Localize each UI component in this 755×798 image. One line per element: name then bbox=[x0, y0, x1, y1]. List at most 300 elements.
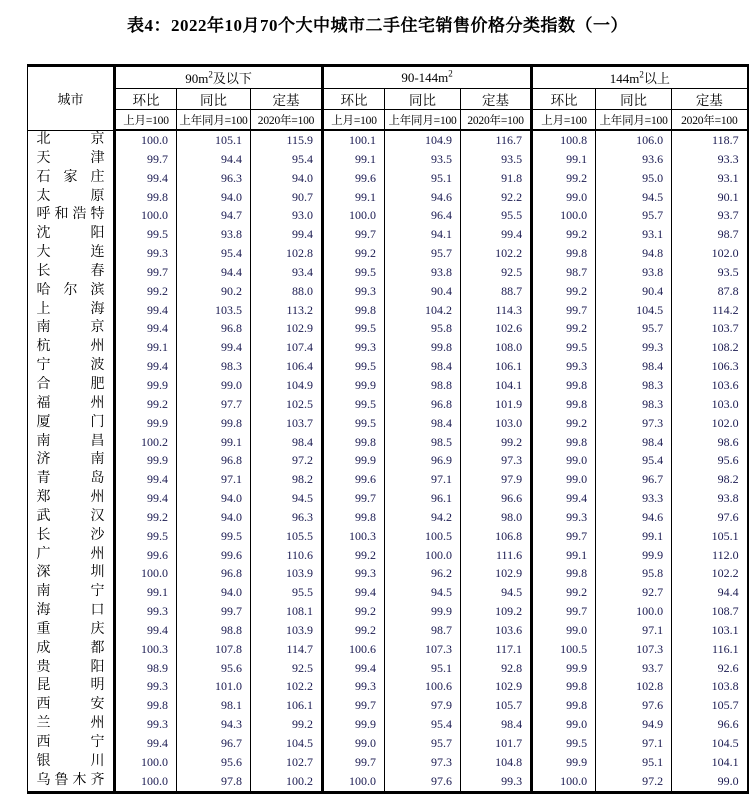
table-row bbox=[28, 621, 748, 640]
index-value: 94.0 bbox=[177, 188, 251, 207]
index-value: 96.8 bbox=[177, 319, 251, 338]
index-value: 95.0 bbox=[596, 169, 672, 188]
index-value: 97.3 bbox=[596, 414, 672, 433]
city-name bbox=[28, 376, 115, 395]
index-value: 107.4 bbox=[251, 338, 323, 357]
index-value: 94.0 bbox=[251, 169, 323, 188]
city-name-text: 青岛 bbox=[36, 471, 105, 487]
table-row bbox=[28, 225, 748, 244]
index-value: 93.5 bbox=[385, 150, 461, 169]
index-value: 96.3 bbox=[251, 508, 323, 527]
table-row bbox=[28, 188, 748, 207]
index-value: 98.3 bbox=[596, 376, 672, 395]
index-value: 99.3 bbox=[323, 564, 385, 583]
index-value: 102.8 bbox=[251, 244, 323, 263]
index-value: 106.1 bbox=[461, 357, 532, 376]
table-row bbox=[28, 564, 748, 583]
city-name bbox=[28, 357, 115, 376]
index-value: 99.6 bbox=[323, 470, 385, 489]
index-value: 106.1 bbox=[251, 696, 323, 715]
index-value: 104.9 bbox=[385, 130, 461, 150]
city-name bbox=[28, 470, 115, 489]
index-value: 99.7 bbox=[323, 696, 385, 715]
index-value: 97.7 bbox=[177, 395, 251, 414]
city-name-text: 长沙 bbox=[36, 527, 105, 543]
index-value: 99.5 bbox=[532, 734, 596, 753]
group-label-text: 90m bbox=[185, 71, 209, 86]
index-value: 108.7 bbox=[711, 604, 739, 619]
index-value: 94.0 bbox=[177, 583, 251, 602]
index-value: 102.9 bbox=[251, 319, 323, 338]
city-name bbox=[28, 414, 115, 433]
city-name bbox=[28, 677, 115, 696]
city-name bbox=[28, 734, 115, 753]
city-name bbox=[28, 583, 115, 602]
index-value: 94.5 bbox=[596, 188, 672, 207]
table-row bbox=[28, 376, 748, 395]
index-value: 99.8 bbox=[115, 188, 177, 207]
city-name bbox=[28, 169, 115, 188]
city-name bbox=[28, 319, 115, 338]
index-value: 97.3 bbox=[461, 451, 532, 470]
table-row bbox=[28, 395, 748, 414]
index-value: 99.8 bbox=[323, 508, 385, 527]
city-name bbox=[28, 715, 115, 734]
table-row bbox=[28, 602, 748, 621]
table-row bbox=[28, 244, 748, 263]
city-name-text: 济南 bbox=[36, 452, 105, 468]
base-label-prev-year: 上年同月=100 bbox=[177, 110, 251, 131]
table-row bbox=[28, 433, 748, 452]
index-value: 118.7 bbox=[712, 133, 739, 147]
index-value: 100.6 bbox=[323, 640, 385, 659]
index-value: 105.7 bbox=[461, 696, 532, 715]
index-value: 99.8 bbox=[532, 677, 596, 696]
index-value: 99.5 bbox=[532, 338, 596, 357]
index-value: 92.8 bbox=[461, 659, 532, 678]
index-value: 105.1 bbox=[711, 528, 739, 543]
index-value: 99.2 bbox=[532, 169, 596, 188]
table-row bbox=[28, 753, 748, 772]
index-value: 116.7 bbox=[461, 130, 532, 150]
index-value: 103.6 bbox=[711, 377, 739, 392]
group-label-text: 以上 bbox=[643, 71, 670, 86]
index-value: 100.0 bbox=[532, 772, 596, 792]
city-name-text: 郑州 bbox=[36, 490, 105, 506]
index-value: 115.9 bbox=[251, 130, 323, 150]
index-value: 116.1 bbox=[712, 641, 739, 656]
index-value: 113.2 bbox=[251, 301, 323, 320]
index-value: 111.6 bbox=[461, 546, 532, 565]
city-name-text: 厦门 bbox=[36, 414, 105, 430]
index-value: 98.0 bbox=[461, 508, 532, 527]
index-value: 94.3 bbox=[177, 715, 251, 734]
index-value: 100.5 bbox=[385, 527, 461, 546]
city-name bbox=[28, 508, 115, 527]
index-value: 98.3 bbox=[177, 357, 251, 376]
index-value: 90.4 bbox=[596, 282, 672, 301]
index-value: 99.7 bbox=[323, 225, 385, 244]
index-value: 99.4 bbox=[532, 489, 596, 508]
index-value: 99.5 bbox=[115, 225, 177, 244]
index-value: 88.0 bbox=[251, 282, 323, 301]
index-value: 99.7 bbox=[532, 602, 596, 621]
index-value: 100.0 bbox=[115, 564, 177, 583]
index-value: 99.2 bbox=[323, 602, 385, 621]
index-value: 104.5 bbox=[711, 736, 739, 750]
index-value: 97.6 bbox=[596, 696, 672, 715]
index-value: 93.0 bbox=[251, 206, 323, 225]
index-value: 100.0 bbox=[115, 753, 177, 772]
index-value: 99.1 bbox=[115, 583, 177, 602]
index-value: 95.1 bbox=[385, 169, 461, 188]
index-value: 102.2 bbox=[461, 244, 532, 263]
index-value: 99.9 bbox=[532, 753, 596, 772]
index-value: 99.2 bbox=[115, 508, 177, 527]
index-value: 96.1 bbox=[385, 489, 461, 508]
index-value: 99.8 bbox=[532, 376, 596, 395]
index-value: 99.4 bbox=[115, 357, 177, 376]
table-row bbox=[28, 734, 748, 753]
index-value: 98.8 bbox=[385, 376, 461, 395]
city-name bbox=[28, 188, 115, 207]
index-value: 95.1 bbox=[385, 659, 461, 678]
city-name bbox=[28, 225, 115, 244]
index-value: 97.6 bbox=[717, 509, 739, 524]
index-value: 100.0 bbox=[323, 206, 385, 225]
index-value: 99.0 bbox=[717, 773, 739, 788]
index-value: 99.4 bbox=[251, 225, 323, 244]
index-value: 96.6 bbox=[717, 717, 739, 732]
index-value: 94.6 bbox=[596, 508, 672, 527]
index-value: 99.5 bbox=[323, 395, 385, 414]
index-value: 102.7 bbox=[251, 753, 323, 772]
index-value: 95.4 bbox=[385, 715, 461, 734]
table-row bbox=[28, 282, 748, 301]
index-value: 98.7 bbox=[385, 621, 461, 640]
index-value: 102.8 bbox=[596, 677, 672, 696]
index-value: 95.7 bbox=[596, 206, 672, 225]
index-value: 99.3 bbox=[115, 715, 177, 734]
index-value: 99.4 bbox=[115, 489, 177, 508]
city-name-text: 海口 bbox=[36, 603, 105, 619]
city-name-text: 石家庄 bbox=[36, 169, 105, 185]
index-value: 95.7 bbox=[385, 244, 461, 263]
index-value: 102.9 bbox=[461, 677, 532, 696]
city-name bbox=[28, 640, 115, 659]
table-row bbox=[28, 150, 748, 169]
city-name-text: 成都 bbox=[36, 640, 105, 656]
index-value: 97.2 bbox=[596, 772, 672, 792]
index-value: 99.9 bbox=[115, 376, 177, 395]
index-value: 96.7 bbox=[177, 734, 251, 753]
index-value: 96.9 bbox=[385, 451, 461, 470]
index-value: 97.2 bbox=[251, 451, 323, 470]
index-value: 103.7 bbox=[251, 414, 323, 433]
index-value: 99.4 bbox=[323, 583, 385, 602]
price-index-table bbox=[27, 64, 749, 794]
index-value: 99.4 bbox=[115, 301, 177, 320]
index-value: 99.3 bbox=[115, 677, 177, 696]
city-name-text: 兰州 bbox=[36, 716, 105, 732]
index-value: 99.3 bbox=[115, 244, 177, 263]
index-value: 99.2 bbox=[251, 715, 323, 734]
index-value: 108.0 bbox=[461, 338, 532, 357]
index-value: 99.7 bbox=[323, 753, 385, 772]
index-value: 99.5 bbox=[323, 319, 385, 338]
index-value: 95.4 bbox=[596, 451, 672, 470]
index-value: 103.1 bbox=[711, 622, 739, 637]
index-value: 101.9 bbox=[461, 395, 532, 414]
table-row bbox=[28, 508, 748, 527]
city-name bbox=[28, 395, 115, 414]
city-name bbox=[28, 338, 115, 357]
base-label-prev-year: 上年同月=100 bbox=[385, 110, 461, 131]
index-value: 96.8 bbox=[177, 564, 251, 583]
index-value: 99.4 bbox=[115, 319, 177, 338]
index-value: 90.4 bbox=[385, 282, 461, 301]
index-value: 98.6 bbox=[717, 434, 739, 449]
index-value: 94.5 bbox=[385, 583, 461, 602]
index-value: 92.7 bbox=[596, 583, 672, 602]
index-value: 107.3 bbox=[596, 640, 672, 659]
city-name bbox=[28, 489, 115, 508]
index-value: 104.8 bbox=[461, 753, 532, 772]
column-header-mom: 环比 bbox=[115, 89, 177, 110]
group-header-row bbox=[28, 66, 748, 89]
index-value: 99.2 bbox=[532, 225, 596, 244]
index-value: 103.0 bbox=[461, 414, 532, 433]
index-value: 92.5 bbox=[461, 263, 532, 282]
city-name-text: 天津 bbox=[36, 150, 105, 166]
index-value: 93.5 bbox=[461, 150, 532, 169]
table-row bbox=[28, 263, 748, 282]
city-name bbox=[28, 621, 115, 640]
index-value: 99.9 bbox=[115, 414, 177, 433]
index-value: 99.9 bbox=[532, 659, 596, 678]
city-name-text: 杭州 bbox=[36, 339, 105, 355]
table-header bbox=[28, 66, 748, 131]
index-value: 99.4 bbox=[461, 225, 532, 244]
index-value: 99.7 bbox=[177, 602, 251, 621]
index-value: 99.7 bbox=[532, 527, 596, 546]
index-value: 94.2 bbox=[385, 508, 461, 527]
index-value: 99.8 bbox=[532, 433, 596, 452]
index-value: 103.0 bbox=[711, 396, 739, 411]
index-value: 100.0 bbox=[385, 546, 461, 565]
index-value: 90.1 bbox=[717, 189, 739, 204]
table-row bbox=[28, 527, 748, 546]
index-value: 99.5 bbox=[323, 357, 385, 376]
column-group-90-and-below bbox=[115, 66, 323, 89]
index-value: 99.2 bbox=[532, 583, 596, 602]
index-value: 99.2 bbox=[532, 319, 596, 338]
table-row bbox=[28, 451, 748, 470]
table-row bbox=[28, 319, 748, 338]
index-value: 98.4 bbox=[596, 433, 672, 452]
table-row bbox=[28, 772, 748, 792]
index-value: 100.0 bbox=[115, 772, 177, 792]
index-value: 98.4 bbox=[596, 357, 672, 376]
index-value: 97.8 bbox=[177, 772, 251, 792]
index-value: 95.6 bbox=[717, 453, 739, 468]
city-name-text: 大连 bbox=[36, 245, 105, 261]
index-value: 107.3 bbox=[385, 640, 461, 659]
index-value: 99.9 bbox=[115, 451, 177, 470]
index-value: 94.0 bbox=[177, 508, 251, 527]
index-value: 100.6 bbox=[385, 677, 461, 696]
base-label-2020: 2020年=100 bbox=[251, 110, 323, 131]
index-value: 95.4 bbox=[177, 244, 251, 263]
index-value: 106.0 bbox=[596, 130, 672, 150]
city-name-text: 长春 bbox=[36, 263, 105, 279]
index-value: 96.7 bbox=[596, 470, 672, 489]
city-name bbox=[28, 564, 115, 583]
index-value: 100.3 bbox=[115, 640, 177, 659]
index-value: 101.0 bbox=[177, 677, 251, 696]
index-value: 99.2 bbox=[323, 244, 385, 263]
index-value: 98.2 bbox=[717, 472, 739, 487]
table-row bbox=[28, 130, 748, 150]
index-value: 97.1 bbox=[385, 470, 461, 489]
index-value: 109.2 bbox=[461, 602, 532, 621]
index-value: 99.8 bbox=[115, 696, 177, 715]
index-value: 95.8 bbox=[385, 319, 461, 338]
column-header-mom: 环比 bbox=[323, 89, 385, 110]
index-value: 114.3 bbox=[461, 301, 532, 320]
index-value: 91.8 bbox=[461, 169, 532, 188]
index-value: 99.8 bbox=[532, 564, 596, 583]
city-name bbox=[28, 433, 115, 452]
index-value: 100.0 bbox=[115, 130, 177, 150]
column-header-fixed-base: 定基 bbox=[461, 89, 532, 110]
index-value: 103.9 bbox=[251, 621, 323, 640]
index-value: 99.7 bbox=[323, 489, 385, 508]
city-name-text: 西宁 bbox=[36, 735, 105, 750]
index-value: 99.3 bbox=[323, 282, 385, 301]
index-value: 95.8 bbox=[596, 564, 672, 583]
index-value: 90.2 bbox=[177, 282, 251, 301]
index-value: 93.3 bbox=[717, 151, 739, 166]
column-group-90-144 bbox=[323, 66, 532, 89]
index-value: 99.3 bbox=[596, 338, 672, 357]
index-value: 97.1 bbox=[177, 470, 251, 489]
index-value: 96.6 bbox=[461, 489, 532, 508]
index-value: 98.4 bbox=[251, 433, 323, 452]
index-value: 99.1 bbox=[177, 433, 251, 452]
index-value: 93.8 bbox=[596, 263, 672, 282]
index-value: 99.2 bbox=[115, 395, 177, 414]
index-value: 117.1 bbox=[461, 640, 532, 659]
index-value: 99.4 bbox=[177, 338, 251, 357]
city-name bbox=[28, 150, 115, 169]
index-value: 99.0 bbox=[532, 621, 596, 640]
city-name-text: 南昌 bbox=[36, 433, 105, 449]
index-value: 99.3 bbox=[323, 338, 385, 357]
index-value: 99.0 bbox=[323, 734, 385, 753]
index-value: 102.0 bbox=[711, 415, 739, 430]
table-row bbox=[28, 677, 748, 696]
index-value: 110.6 bbox=[251, 546, 323, 565]
city-name-text: 北京 bbox=[36, 131, 105, 147]
index-value: 99.0 bbox=[177, 376, 251, 395]
index-value: 96.8 bbox=[177, 451, 251, 470]
base-label-2020: 2020年=100 bbox=[672, 110, 748, 131]
table-row bbox=[28, 715, 748, 734]
index-value: 99.7 bbox=[115, 150, 177, 169]
index-value: 102.6 bbox=[461, 319, 532, 338]
table-row bbox=[28, 470, 748, 489]
column-header-city: 城市 bbox=[28, 66, 115, 131]
index-value: 92.2 bbox=[461, 188, 532, 207]
index-value: 99.1 bbox=[115, 338, 177, 357]
index-value: 93.8 bbox=[385, 263, 461, 282]
index-value: 99.8 bbox=[177, 414, 251, 433]
index-value: 103.5 bbox=[177, 301, 251, 320]
city-name bbox=[28, 263, 115, 282]
index-value: 104.1 bbox=[461, 376, 532, 395]
index-value: 100.0 bbox=[115, 206, 177, 225]
city-name-text: 上海 bbox=[36, 301, 105, 317]
index-value: 99.0 bbox=[532, 188, 596, 207]
index-value: 100.8 bbox=[532, 130, 596, 150]
index-value: 94.9 bbox=[596, 715, 672, 734]
index-value: 98.3 bbox=[596, 395, 672, 414]
index-value: 93.4 bbox=[251, 263, 323, 282]
index-value: 103.6 bbox=[461, 621, 532, 640]
index-value: 112.0 bbox=[712, 547, 739, 562]
city-name bbox=[28, 301, 115, 320]
table-row bbox=[28, 301, 748, 320]
index-value: 93.8 bbox=[717, 491, 739, 506]
index-value: 99.9 bbox=[323, 451, 385, 470]
index-value: 107.8 bbox=[177, 640, 251, 659]
city-name-text: 哈尔滨 bbox=[36, 282, 105, 298]
index-value: 98.9 bbox=[115, 659, 177, 678]
city-name bbox=[28, 546, 115, 565]
sub-header-row bbox=[28, 89, 748, 110]
index-value: 99.8 bbox=[532, 244, 596, 263]
index-value: 114.7 bbox=[251, 640, 323, 659]
index-value: 99.8 bbox=[532, 395, 596, 414]
index-value: 99.3 bbox=[323, 677, 385, 696]
index-value: 95.1 bbox=[596, 753, 672, 772]
index-value: 102.2 bbox=[251, 677, 323, 696]
index-value: 93.6 bbox=[596, 150, 672, 169]
index-value: 98.5 bbox=[385, 433, 461, 452]
index-value: 94.4 bbox=[717, 585, 739, 600]
index-value: 88.7 bbox=[461, 282, 532, 301]
index-value: 96.2 bbox=[385, 564, 461, 583]
index-value: 95.7 bbox=[385, 734, 461, 753]
city-name bbox=[28, 130, 115, 150]
index-value: 98.4 bbox=[461, 715, 532, 734]
table-row bbox=[28, 489, 748, 508]
index-value: 101.7 bbox=[461, 734, 532, 753]
index-value: 99.9 bbox=[323, 376, 385, 395]
index-value: 99.4 bbox=[115, 621, 177, 640]
index-value: 99.4 bbox=[323, 659, 385, 678]
index-value: 100.0 bbox=[596, 602, 672, 621]
index-value: 100.0 bbox=[532, 206, 596, 225]
index-value: 98.7 bbox=[717, 227, 739, 242]
city-name-text: 西安 bbox=[36, 697, 105, 713]
index-value: 97.9 bbox=[385, 696, 461, 715]
index-value: 94.0 bbox=[177, 489, 251, 508]
city-name-text: 宁波 bbox=[36, 358, 105, 374]
table-row bbox=[28, 357, 748, 376]
group-label-sup: 2 bbox=[448, 68, 453, 79]
